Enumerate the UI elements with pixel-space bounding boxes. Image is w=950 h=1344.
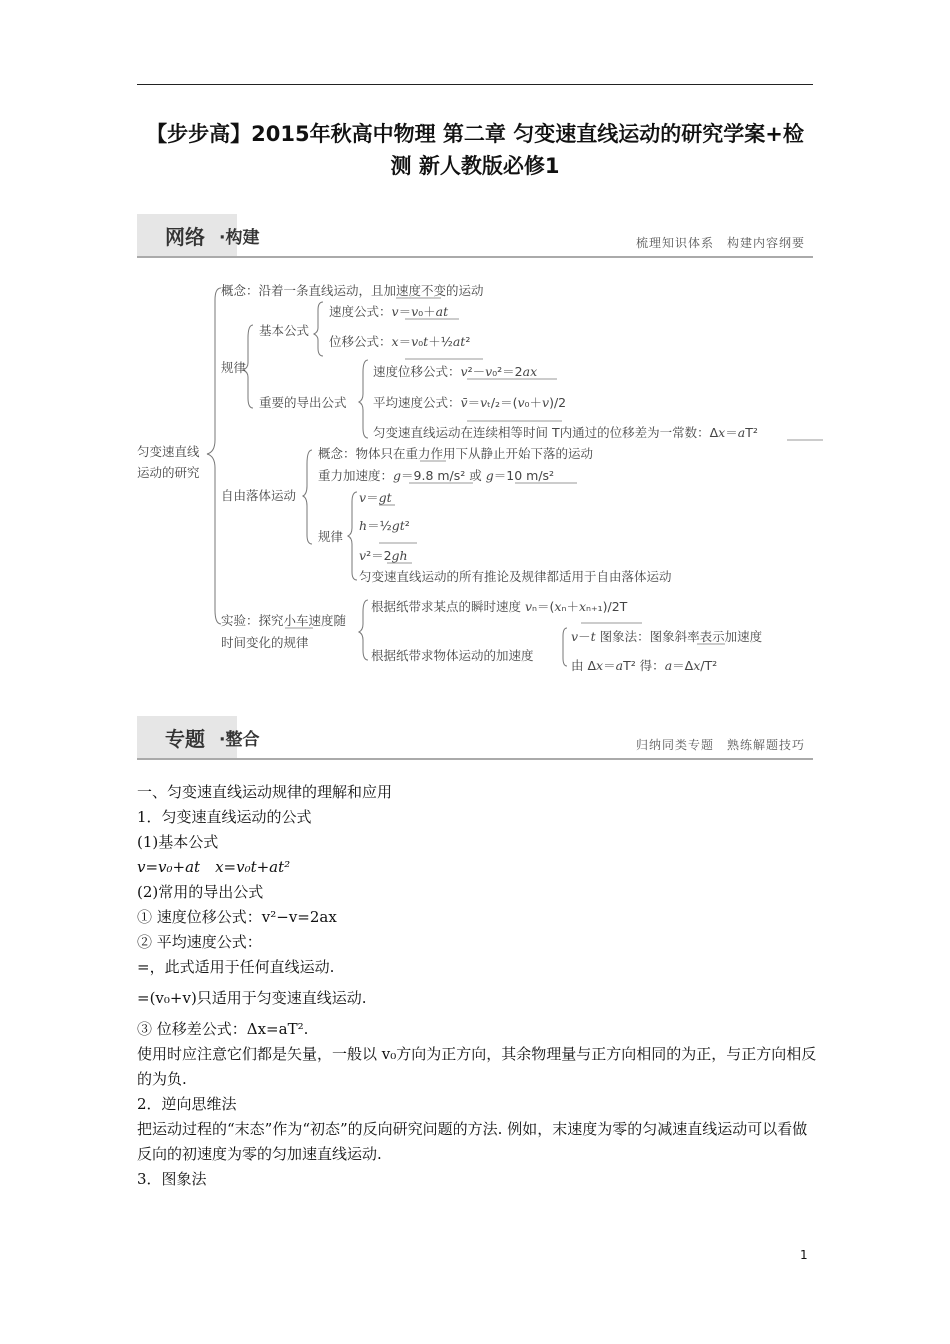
mm-ff-v2: v²＝2gh [359, 548, 408, 563]
subheading-2: 2．逆向思维法 [137, 1095, 237, 1113]
mm-acceleration: 根据纸带求物体运动的加速度 [371, 648, 534, 663]
mm-law: 规律 [221, 360, 247, 375]
mm-basic-formulas: 基本公式 [259, 323, 310, 338]
mm-experiment-line1: 实验：探究小车速度随 [221, 613, 347, 628]
banner-title: 网络 [165, 225, 205, 249]
mm-free-fall: 自由落体运动 [221, 488, 297, 503]
mm-concept: 概念：沿着一条直线运动，且加速度不变的运动 [221, 283, 484, 298]
average-velocity-note-2: =(v₀+v)只适用于匀变速直线运动. [137, 989, 367, 1007]
subheading-1: 1．匀变速直线运动的公式 [137, 808, 312, 826]
page-number: 1 [800, 1248, 808, 1262]
concept-mind-map [137, 280, 827, 690]
subheading-1b: (2)常用的导出公式 [137, 883, 264, 901]
banner-subtitle: ·构建 [219, 228, 260, 248]
mm-ff-concept: 概念：物体只在重力作用下从静止开始下落的运动 [318, 446, 594, 461]
mm-dx-method: 由 Δx＝aT² 得：a＝Δx/T² [571, 658, 718, 673]
mm-vt-graph-method: v－t 图象法：图象斜率表示加速度 [571, 629, 763, 644]
subheading-3: 3．图象法 [137, 1170, 207, 1188]
banner-tagline: 梳理知识体系 构建内容纲要 [635, 236, 805, 250]
title-line-1: 【步步高】2015年秋高中物理 第二章 匀变速直线运动的研究学案+检 [146, 122, 804, 146]
subheading-1a: (1)基本公式 [137, 833, 219, 851]
formula-basic: v=v₀+at x=v₀t+at² [137, 858, 291, 876]
title-line-2: 测 新人教版必修1 [390, 154, 560, 178]
mm-ff-h: h＝½gt² [359, 518, 410, 533]
average-velocity-note-1: =，此式适用于任何直线运动. [137, 958, 335, 976]
document-body [137, 780, 817, 1192]
mm-position-difference: 匀变速直线运动在连续相等时间 T内通过的位移差为一常数：Δx＝aT² [373, 425, 758, 440]
vector-note: 使用时应注意它们都是矢量，一般以 v₀方向为正方向，其余物理量与正方向相同的为正，与正方向相反的为负. [137, 1045, 817, 1088]
formula-position-difference: ③ 位移差公式：Δx=aT². [137, 1020, 309, 1038]
banner-title: 专题 [165, 727, 205, 751]
mm-velocity-formula: 速度公式：v＝v₀＋at [329, 304, 449, 319]
mm-gravity-acceleration: 重力加速度：g＝9.8 m/s² 或 g＝10 m/s² [318, 468, 555, 483]
mm-vd-formula: 速度位移公式：v²－v₀²＝2ax [373, 364, 538, 379]
mm-experiment-line2: 时间变化的规律 [221, 635, 309, 650]
formula-velocity-displacement: ① 速度位移公式：v²−v=2ax [137, 908, 337, 926]
mm-root-line2: 运动的研究 [137, 465, 200, 480]
mm-instant-velocity: 根据纸带求某点的瞬时速度 vₙ＝(xₙ＋xₙ₊₁)/2T [371, 599, 628, 614]
mm-root-line1: 匀变速直线 [137, 444, 200, 459]
heading-1: 一、匀变速直线运动规律的理解和应用 [137, 783, 393, 801]
top-rule [137, 84, 813, 85]
mm-avg-velocity-formula: 平均速度公式：v̄＝vₜ/₂＝(v₀＋v)/2 [373, 395, 567, 410]
document-title [137, 118, 813, 182]
mm-ff-all-apply: 匀变速直线运动的所有推论及规律都适用于自由落体运动 [359, 569, 672, 584]
section-banner-network [137, 214, 813, 258]
banner-subtitle: ·整合 [219, 730, 260, 750]
mm-displacement-formula: 位移公式：x＝v₀t＋½at² [329, 334, 471, 349]
section-banner-topic [137, 716, 813, 760]
reverse-thinking-text: 把运动过程的“末态”作为“初态”的反向研究问题的方法. 例如，末速度为零的匀减速直线运动可以看做反向的初速度为零的匀加速直线运动. [137, 1120, 808, 1163]
formula-average-velocity: ② 平均速度公式： [137, 933, 262, 951]
banner-tagline: 归纳同类专题 熟练解题技巧 [635, 738, 805, 752]
mm-derived-formulas: 重要的导出公式 [259, 395, 347, 410]
mm-ff-v: v＝gt [359, 490, 392, 505]
mm-ff-law: 规律 [318, 529, 344, 544]
